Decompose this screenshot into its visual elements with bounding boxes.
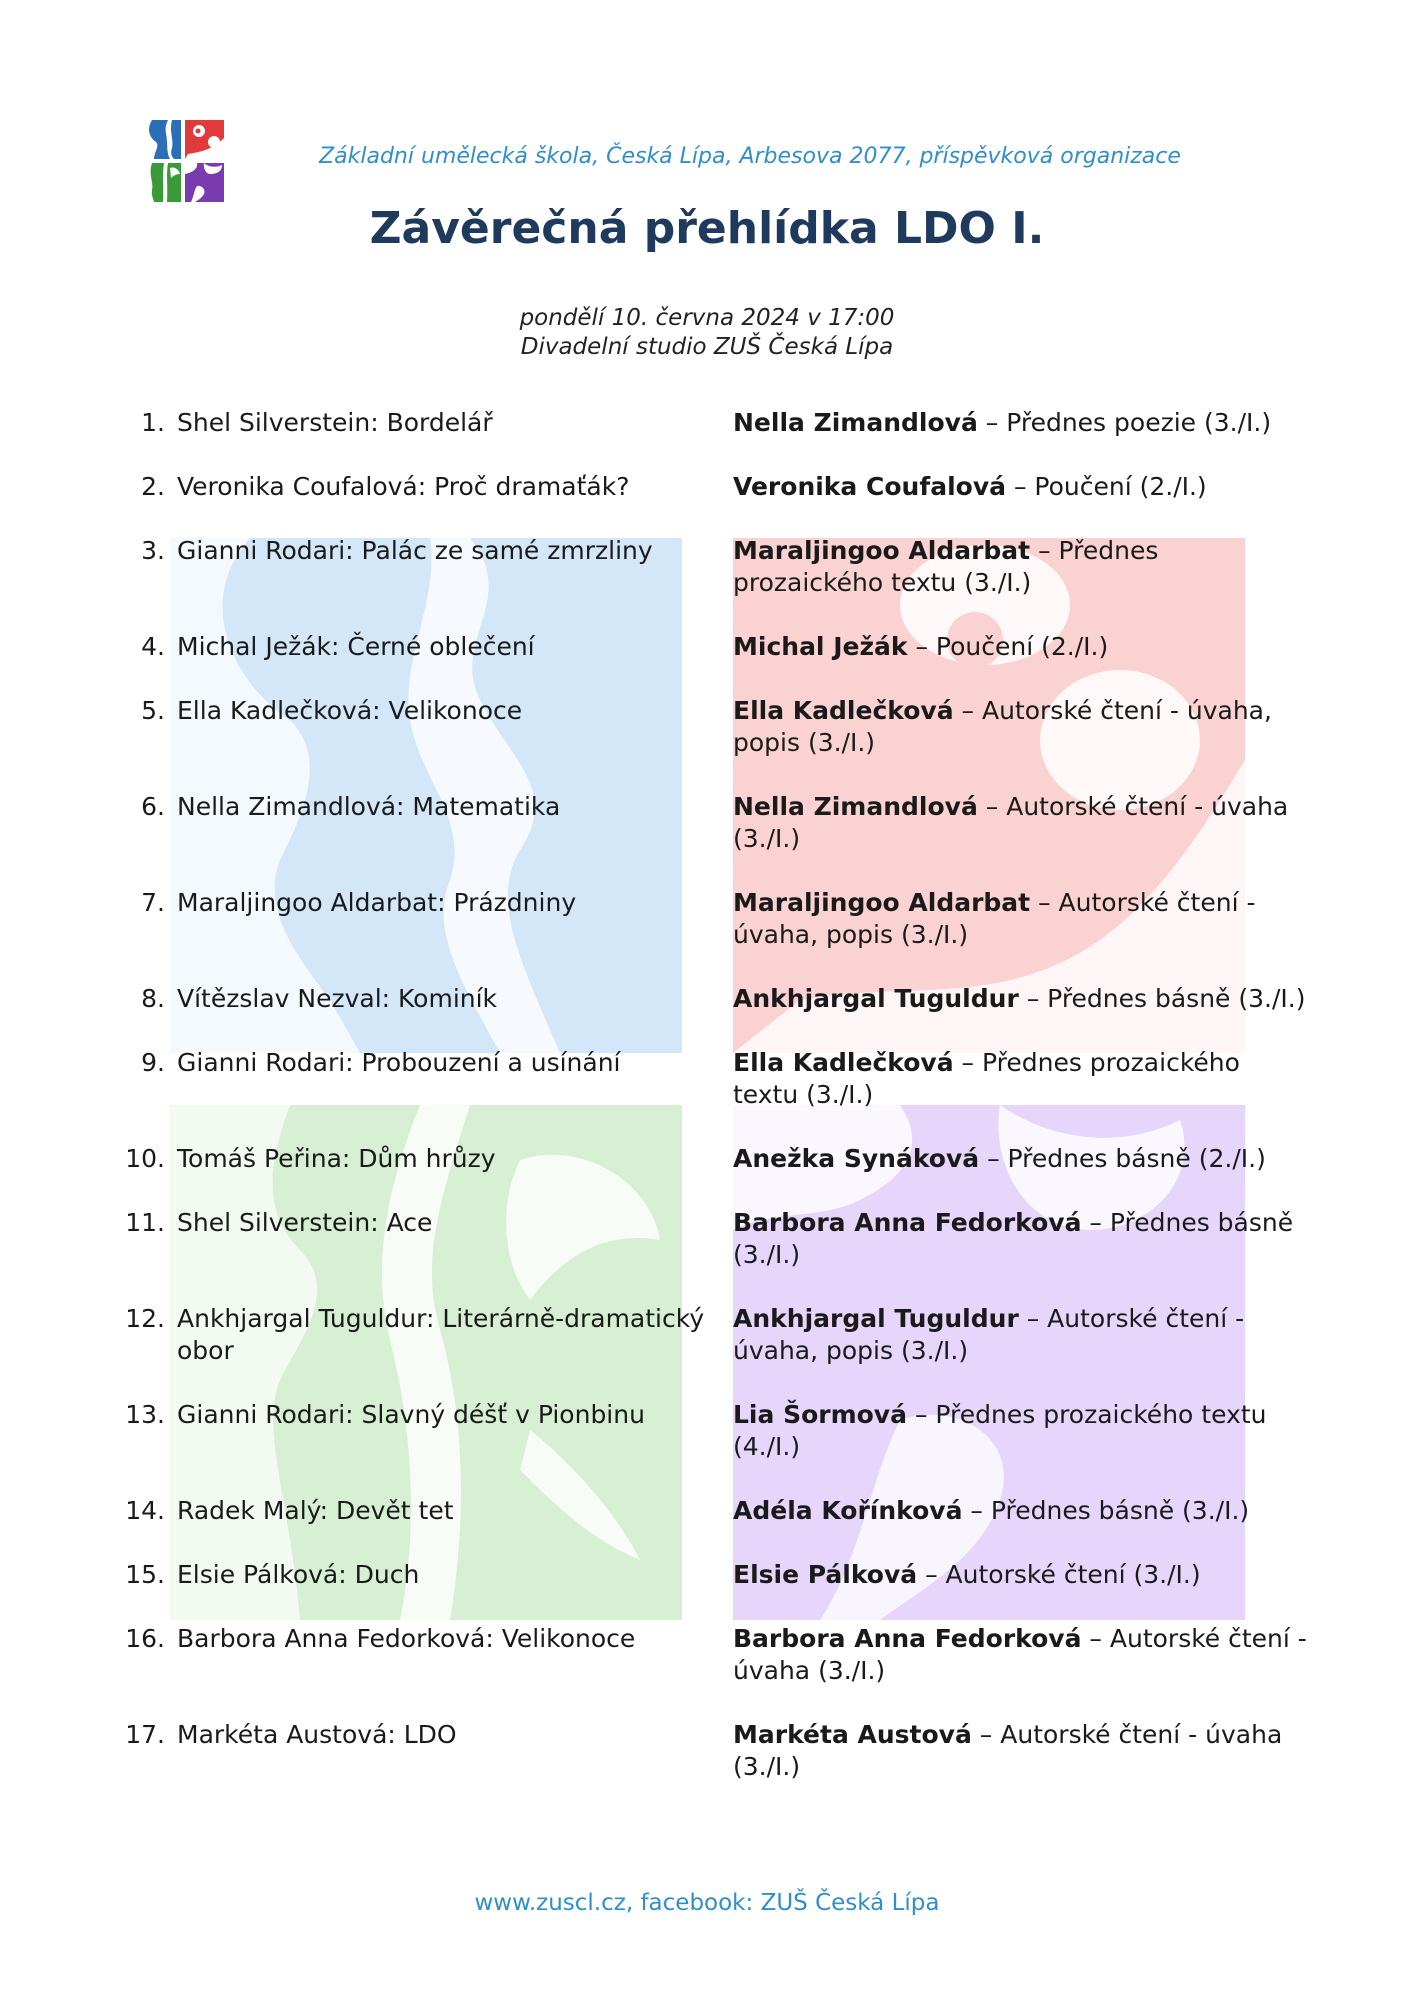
item-work: Vítězslav Nezval: Kominík (177, 984, 498, 1013)
item-detail: – Poučení (2./I.) (915, 632, 1109, 661)
item-detail: – Autorské čtení - úvaha (3./I.) (733, 1720, 1283, 1781)
item-performer-line (733, 1399, 1308, 1463)
item-performer: Anežka Synáková (733, 1144, 980, 1173)
item-detail: – Přednes prozaického textu (3./I.) (733, 536, 1159, 597)
item-number: 16. (125, 1624, 165, 1653)
item-number: 14. (125, 1496, 165, 1525)
item-performer: Nella Zimandlová (733, 792, 978, 821)
item-performer: Ankhjargal Tuguldur (733, 1304, 1019, 1333)
item-work: Gianni Rodari: Palác ze samé zmrzliny (177, 536, 653, 565)
item-number: 15. (125, 1560, 165, 1589)
item-performer-line (733, 1719, 1308, 1783)
item-detail: – Autorské čtení (3./I.) (925, 1560, 1201, 1589)
item-number: 17. (125, 1720, 165, 1749)
item-number: 9. (141, 1048, 165, 1077)
item-work: Tomáš Peřina: Dům hrůzy (177, 1144, 496, 1173)
item-work: Ella Kadlečková: Velikonoce (177, 696, 523, 725)
item-number: 11. (125, 1208, 165, 1237)
item-performer-line (733, 791, 1308, 855)
item-detail: – Přednes básně (3./I.) (970, 1496, 1250, 1525)
item-detail: – Poučení (2./I.) (1013, 472, 1207, 501)
item-detail: – Přednes básně (2./I.) (987, 1144, 1266, 1173)
item-detail: – Autorské čtení - úvaha, popis (3./I.) (733, 888, 1256, 949)
item-number: 6. (141, 792, 165, 821)
item-performer: Veronika Coufalová (733, 472, 1006, 501)
item-performer: Ella Kadlečková (733, 696, 954, 725)
item-performer-line (733, 631, 1308, 663)
item-work: Gianni Rodari: Probouzení a usínání (177, 1048, 621, 1077)
item-detail: – Přednes básně (3./I.) (733, 1208, 1294, 1269)
item-performer-line (733, 471, 1308, 503)
item-number: 2. (141, 472, 165, 501)
item-work: Maraljingoo Aldarbat: Prázdniny (177, 888, 577, 917)
item-detail: – Přednes básně (3./I.) (1026, 984, 1306, 1013)
item-detail: – Autorské čtení - úvaha, popis (3./I.) (733, 1304, 1245, 1365)
item-number: 8. (141, 984, 165, 1013)
item-number: 7. (141, 888, 165, 917)
item-work: Gianni Rodari: Slavný déšť v Pionbinu (177, 1400, 645, 1429)
item-number: 12. (125, 1304, 165, 1333)
item-detail: – Autorské čtení - úvaha (3./I.) (733, 1624, 1307, 1685)
item-number: 3. (141, 536, 165, 565)
item-performer-line (733, 535, 1308, 599)
item-detail: – Přednes prozaického textu (3./I.) (733, 1048, 1240, 1109)
item-performer-line (733, 1559, 1308, 1591)
item-performer: Markéta Austová (733, 1720, 972, 1749)
item-performer-line (733, 1207, 1308, 1271)
item-detail: – Přednes prozaického textu (4./I.) (733, 1400, 1267, 1461)
item-performer-line (733, 983, 1308, 1015)
item-detail: – Přednes poezie (3./I.) (985, 408, 1272, 437)
item-performer: Barbora Anna Fedorková (733, 1208, 1082, 1237)
item-work: Shel Silverstein: Bordelář (177, 408, 493, 437)
item-performer-line (733, 407, 1308, 439)
item-work: Radek Malý: Devět tet (177, 1496, 454, 1525)
item-work: Nella Zimandlová: Matematika (177, 792, 561, 821)
item-number: 4. (141, 632, 165, 661)
item-performer-line (733, 1143, 1308, 1175)
item-performer-line (733, 887, 1308, 951)
item-work: Shel Silverstein: Ace (177, 1208, 433, 1237)
item-work: Veronika Coufalová: Proč dramaťák? (177, 472, 630, 501)
item-performer-line (733, 695, 1308, 759)
item-work: Markéta Austová: LDO (177, 1720, 457, 1749)
item-work: Michal Ježák: Černé oblečení (177, 632, 535, 661)
item-number: 5. (141, 696, 165, 725)
item-performer: Maraljingoo Aldarbat (733, 888, 1031, 917)
item-performer: Adéla Kořínková (733, 1496, 963, 1525)
item-performer-line (733, 1495, 1308, 1527)
item-performer: Lia Šormová (733, 1400, 907, 1429)
item-performer: Maraljingoo Aldarbat (733, 536, 1031, 565)
item-performer: Ella Kadlečková (733, 1048, 954, 1077)
item-performer: Barbora Anna Fedorková (733, 1624, 1082, 1653)
item-work: Barbora Anna Fedorková: Velikonoce (177, 1624, 636, 1653)
item-performer: Nella Zimandlová (733, 408, 978, 437)
school-logo (142, 120, 224, 202)
item-performer-line (733, 1623, 1308, 1687)
page-title: Závěrečná přehlídka LDO I. (369, 203, 1045, 254)
item-detail: – Autorské čtení - úvaha (3./I.) (733, 792, 1289, 853)
item-work: Elsie Pálková: Duch (177, 1560, 420, 1589)
school-name: Základní umělecká škola, Česká Lípa, Arbesova 2077, příspěvková organizace (319, 144, 1181, 169)
item-number: 13. (125, 1400, 165, 1429)
item-detail: – Autorské čtení - úvaha, popis (3./I.) (733, 696, 1272, 757)
item-work: Ankhjargal Tuguldur: Literárně-dramatický obor (177, 1304, 705, 1365)
item-number: 1. (141, 408, 165, 437)
item-performer: Elsie Pálková (733, 1560, 918, 1589)
item-performer-line (733, 1303, 1308, 1367)
event-date: pondělí 10. června 2024 v 17:00 (519, 305, 895, 331)
item-performer: Ankhjargal Tuguldur (733, 984, 1019, 1013)
event-venue: Divadelní studio ZUŠ Česká Lípa (520, 334, 894, 360)
footer-links[interactable]: www.zuscl.cz, facebook: ZUŠ Česká Lípa (474, 1890, 940, 1916)
item-number: 10. (125, 1144, 165, 1173)
item-performer: Michal Ježák (733, 632, 908, 661)
item-performer-line (733, 1047, 1308, 1111)
